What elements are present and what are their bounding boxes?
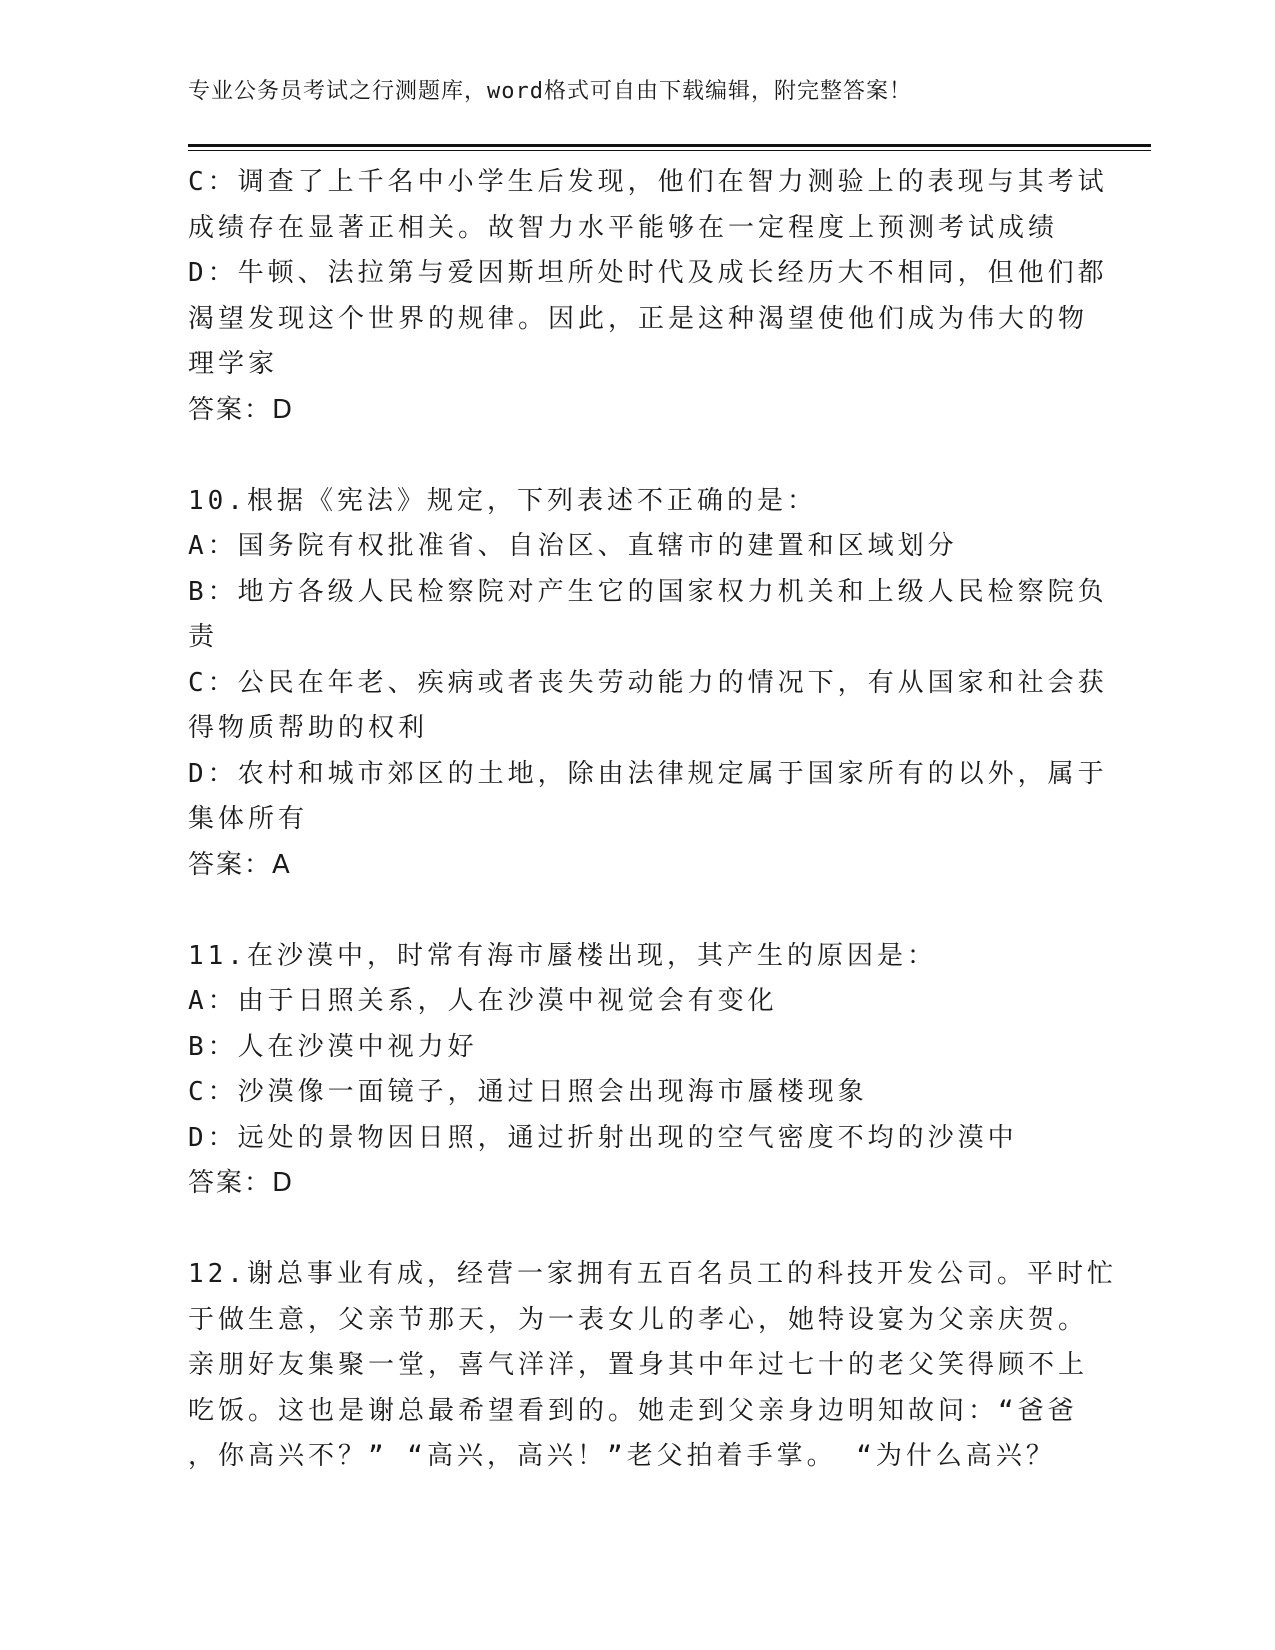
option-line: 集体所有: [188, 804, 309, 834]
question-stem: 吃饭。这也是谢总最希望看到的。她走到父亲身边明知故问：“爸爸: [188, 1395, 1078, 1426]
option-line: 理学家: [188, 349, 279, 379]
header-rule-thin: [188, 150, 1151, 151]
question-stem: 亲朋好友集聚一堂，喜气洋洋，置身其中年过七十的老父笑得顾不上: [188, 1350, 1089, 1380]
question-stem: 10.根据《宪法》规定，下列表述不正确的是：: [188, 485, 817, 516]
answer-line: 答案：D: [188, 1168, 295, 1198]
option-line: D：牛顿、法拉第与爱因斯坦所处时代及成长经历大不相同，但他们都: [188, 258, 1108, 288]
page-header: 专业公务员考试之行测题库，word格式可自由下载编辑，附完整答案！: [188, 79, 912, 104]
option-line: 成绩存在显著正相关。故智力水平能够在一定程度上预测考试成绩: [188, 212, 1059, 243]
question-content: [188, 160, 1117, 1480]
option-line: 得物质帮助的权利: [188, 713, 429, 743]
question-stem: ，你高兴不？” “高兴，高兴！”老父拍着手掌。 “为什么高兴？: [188, 1441, 1056, 1471]
question-block: [188, 1252, 1117, 1480]
option-line: C：调查了上千名中小学生后发现，他们在智力测验上的表现与其考试: [188, 167, 1108, 197]
spacer: [188, 1207, 1088, 1253]
option-line: C：沙漠像一面镜子，通过日照会出现海市蜃楼现象: [188, 1077, 868, 1107]
header-rule: [188, 144, 1151, 147]
option-line: 渴望发现这个世界的规律。因此，正是这种渴望使他们成为伟大的物: [188, 303, 1089, 334]
spacer: [188, 888, 1088, 934]
option-line: D：农村和城市郊区的土地，除由法律规定属于国家所有的以外，属于: [188, 758, 1108, 789]
question-stem: 12.谢总事业有成，经营一家拥有五百名员工的科技开发公司。平时忙: [188, 1259, 1117, 1289]
option-line: A：由于日照关系，人在沙漠中视觉会有变化: [188, 986, 778, 1016]
question-block: [188, 479, 1108, 889]
answer-line: 答案：D: [188, 394, 295, 425]
option-line: 责: [188, 622, 219, 652]
option-line: C：公民在年老、疾病或者丧失劳动能力的情况下，有从国家和社会获: [188, 667, 1108, 698]
question-stem: 于做生意，父亲节那天，为一表女儿的孝心，她特设宴为父亲庆贺。: [188, 1304, 1089, 1335]
question-block: [188, 934, 1088, 1207]
option-line: B：人在沙漠中视力好: [188, 1031, 478, 1062]
option-line: A：国务院有权批准省、自治区、直辖市的建置和区域划分: [188, 531, 958, 561]
answer-line: 答案：A: [188, 849, 292, 880]
question-stem: 11.在沙漠中，时常有海市蜃楼出现，其产生的原因是：: [188, 940, 937, 971]
spacer: [188, 433, 1088, 479]
option-line: D：远处的景物因日照，通过折射出现的空气密度不均的沙漠中: [188, 1122, 1018, 1153]
option-line: B：地方各级人民检察院对产生它的国家权力机关和上级人民检察院负: [188, 576, 1108, 607]
question-block: [188, 160, 1108, 433]
